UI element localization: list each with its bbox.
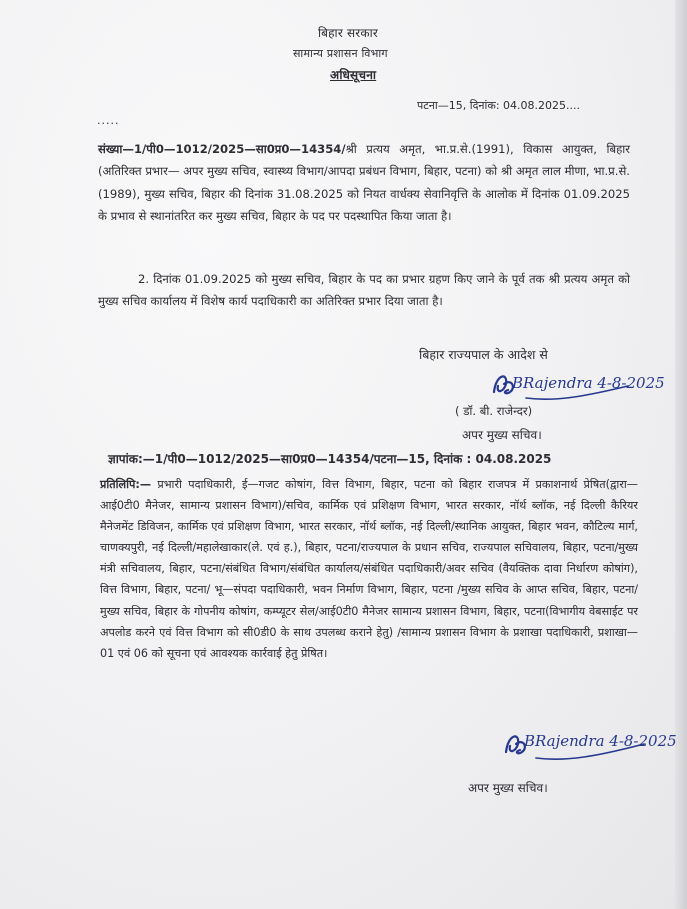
notification-title: अधिसूचना xyxy=(330,68,377,82)
copy-to-paragraph xyxy=(100,474,638,664)
department-title: सामान्य प्रशासन विभाग xyxy=(293,47,388,60)
date-line: पटना—15, दिनांक: 04.08.2025.... xyxy=(417,99,580,112)
reference-dots: ..... xyxy=(97,114,120,127)
paragraph-1 xyxy=(98,138,630,227)
copy-text: प्रभारी पदाधिकारी, ई—गजट कोषांग, वित्त विभाग, बिहार, पटना को बिहार राजपत्र में प्रकाशनार्थ प्रेषित(द्वारा—आई0टी0 मैनेजर, सामान्य प्रशासन विभाग)/सचिव, कार्मिक एवं प्रशिक्षण विभाग, भारत सरकार, नॉर्थ ब्लॉक, नई दिल्ली कैरियर मैनेजमेंट डिविजन, कार्मिक एवं प्रशिक्षण विभाग, भारत सरकार, नॉर्थ ब्लॉक, नई दिल्ली/स्थानिक आयुक्त, बिहार भवन, कौटिल्य मार्ग, चाणक्यपुरी, नई दिल्ली/महालेखाकार(ले. एवं ह.), बिहार, पटना/राज्यपाल के प्रधान सचिव, राज्यपाल सचिवालय, बिहार, पटना/मुख्य मंत्री सचिवालय, बिहार, पटना/संबंधित विभाग/संबंधित कार्यालय/संबंधित पदाधिकारी/अवर सचिव (वैयक्तिक दावा निर्धारण कोषांग), वित्त विभाग, बिहार, पटना/ भू—संपदा पदाधिकारी, भवन निर्माण विभाग, बिहार, पटना /मुख्य सचिव के आप्त सचिव, बिहार, पटना/मुख्य सचिव, बिहार के गोपनीय कोषांग, कम्प्यूटर सेल/आई0टी0 मैनेजर सामान्य प्रशासन विभाग, बिहार, पटना(विभागीय वेबसाईट पर अपलोड करने एवं वित्त विभाग को सी0डी0 के साथ उपलब्ध कराने हेतु) /सामान्य प्रशासन विभाग के प्रशाखा पदाधिकारी, प्रशाखा—01 एवं 06 को सूचना एवं आवश्यक कार्रवाई हेतु प्रेषित। xyxy=(100,478,638,660)
signatory-designation-2: अपर मुख्य सचिव। xyxy=(468,781,548,795)
signature-1 xyxy=(486,362,665,410)
signatory-designation-1: अपर मुख्य सचिव। xyxy=(462,428,542,442)
signatory-name: ( डॉ. बी. राजेन्दर) xyxy=(455,404,533,418)
notification-number: संख्या—1/पी0—1012/2025—सा0प्र0—14354/ xyxy=(98,142,346,156)
signature-1-text: BRajendra 4-8-2025 xyxy=(512,374,665,392)
paragraph-2: 2. दिनांक 01.09.2025 को मुख्य सचिव, बिहार के पद का प्रभार ग्रहण किए जाने के पूर्व तक श्री प्रत्यय अमृत को मुख्य सचिव कार्यालय में विशेष कार्य पदाधिकारी का अतिरिक्त प्रभार दिया जाता है। xyxy=(98,272,630,309)
govt-title: बिहार सरकार xyxy=(318,26,379,40)
signature-2 xyxy=(500,722,677,770)
memo-number: ज्ञापांक:—1/पी0—1012/2025—सा0प्र0—14354/पटना—15, दिनांक : 04.08.2025 xyxy=(108,452,552,466)
governor-order-line: बिहार राज्यपाल के आदेश से xyxy=(419,347,548,362)
page-fold-shadow xyxy=(675,0,687,909)
paragraph-1-text: श्री प्रत्यय अमृत, भा.प्र.से.(1991), विकास आयुक्त, बिहार (अतिरिक्त प्रभार— अपर मुख्य सचिव, स्वास्थ्य विभाग/आपदा प्रबंधन विभाग, बिहार, पटना) को श्री अमृत लाल मीणा, भा.प्र.से. (1989), मुख्य सचिव, बिहार की दिनांक 31.08.2025 को नियत वार्धक्य सेवानिवृत्ति के आलोक में दिनांक 01.09.2025 के प्रभाव से स्थानांतरित कर मुख्य सचिव, बिहार के पद पर पदस्थापित किया जाता है। xyxy=(98,142,630,223)
copy-label: प्रतिलिपि:— xyxy=(100,478,152,491)
signature-2-text: BRajendra 4-8-2025 xyxy=(524,732,677,750)
